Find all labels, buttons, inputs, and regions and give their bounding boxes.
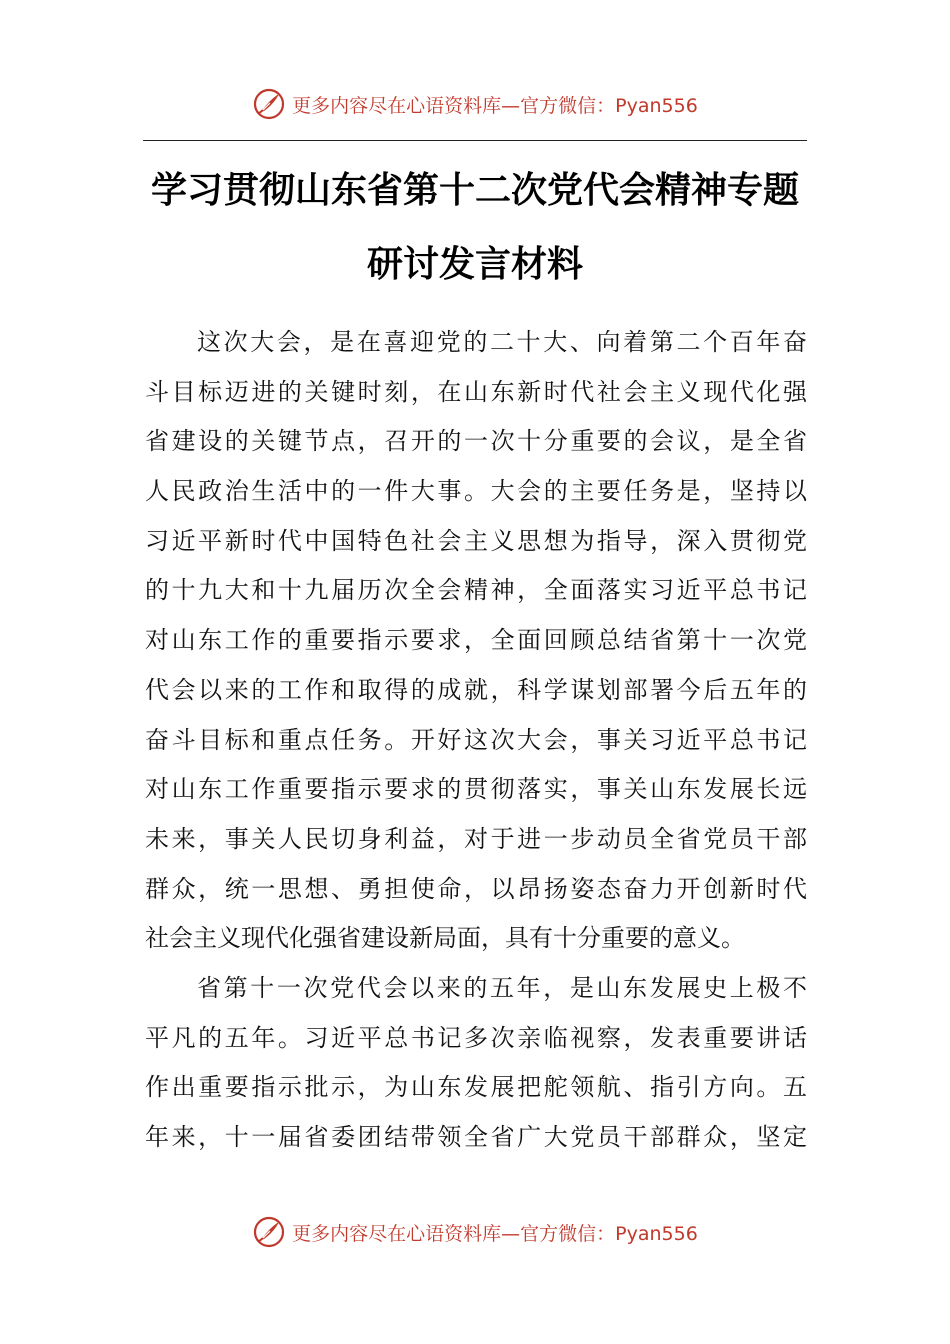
body-line: 社会主义现代化强省建设新局面，具有十分重要的意义。 — [145, 924, 745, 953]
body-line: 省第十一次党代会以来的五年，是山东发展史上极不 — [197, 973, 807, 1002]
feather-pen-logo-icon — [252, 1215, 286, 1249]
footer-watermark — [0, 1212, 950, 1252]
body-line: 人民政治生活中的一件大事。大会的主要任务是，坚持以 — [145, 477, 807, 506]
body-line: 作出重要指示批示，为山东发展把舵领航、指引方向。五 — [145, 1073, 807, 1102]
body-line: 的十九大和十九届历次全会精神，全面落实习近平总书记 — [145, 576, 807, 605]
watermark-text: 更多内容尽在心语资料库—官方微信：Pyan556 — [292, 94, 698, 117]
feather-pen-logo-icon — [252, 87, 286, 121]
body-line: 对山东工作重要指示要求的贯彻落实，事关山东发展长远 — [145, 775, 807, 804]
document-title-line-1: 学习贯彻山东省第十二次党代会精神专题 — [150, 169, 799, 211]
body-line: 未来，事关人民切身利益，对于进一步动员全省党员干部 — [145, 824, 807, 853]
document-title-line-2: 研讨发言材料 — [366, 243, 583, 285]
header-divider — [143, 140, 807, 141]
body-line: 对山东工作的重要指示要求，全面回顾总结省第十一次党 — [145, 626, 807, 655]
body-line: 省建设的关键节点，召开的一次十分重要的会议，是全省 — [145, 427, 807, 456]
body-line: 习近平新时代中国特色社会主义思想为指导，深入贯彻党 — [145, 526, 807, 555]
body-line: 代会以来的工作和取得的成就，科学谋划部署今后五年的 — [145, 675, 807, 704]
body-line: 平凡的五年。习近平总书记多次亲临视察，发表重要讲话 — [145, 1023, 807, 1052]
body-line: 年来，十一届省委团结带领全省广大党员干部群众，坚定 — [145, 1123, 807, 1151]
header-watermark — [0, 84, 950, 124]
document-body — [145, 318, 807, 1163]
watermark-text: 更多内容尽在心语资料库—官方微信：Pyan556 — [292, 1222, 698, 1245]
body-line: 奋斗目标和重点任务。开好这次大会，事关习近平总书记 — [145, 725, 807, 754]
body-line: 这次大会，是在喜迎党的二十大、向着第二个百年奋 — [197, 328, 807, 356]
body-line: 斗目标迈进的关键时刻，在山东新时代社会主义现代化强 — [145, 377, 807, 406]
body-line: 群众，统一思想、勇担使命，以昂扬姿态奋力开创新时代 — [145, 874, 807, 903]
